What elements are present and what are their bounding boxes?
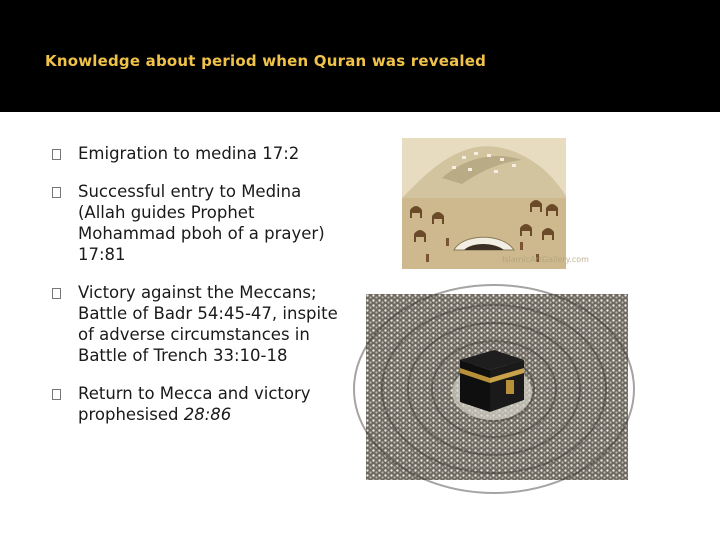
bullet-item: [52, 282, 352, 366]
bullet-list: [52, 143, 352, 425]
bullet-item: [52, 143, 352, 164]
title-band: [0, 0, 720, 112]
bullet-verse-ref: 28:86: [183, 405, 232, 424]
bullet-box-icon: [52, 187, 61, 198]
bullet-box-icon: [52, 288, 61, 299]
bullet-box-icon: [52, 149, 61, 160]
bullet-item: [52, 383, 352, 425]
watermark-text: IslamicArtGallery.com: [502, 255, 589, 264]
slide-title: Knowledge about period when Quran was revealed: [45, 52, 487, 70]
bullet-text: Successful entry to Medina (Allah guides Prophet Mohammad pboh of a prayer) 17:81: [78, 182, 325, 264]
bullet-box-icon: [52, 389, 61, 400]
caravan-camp-image: [402, 138, 589, 269]
bullet-text: Victory against the Meccans; Battle of Badr 54:45-47, inspite of adverse circumstances in Battle of Trench 33:10-18: [78, 283, 338, 365]
bullet-text: Return to Mecca and victory prophesised: [78, 384, 311, 424]
bullet-text: Emigration to medina 17:2: [78, 144, 300, 163]
kaaba-image: [366, 294, 628, 480]
bullet-item: [52, 181, 352, 265]
